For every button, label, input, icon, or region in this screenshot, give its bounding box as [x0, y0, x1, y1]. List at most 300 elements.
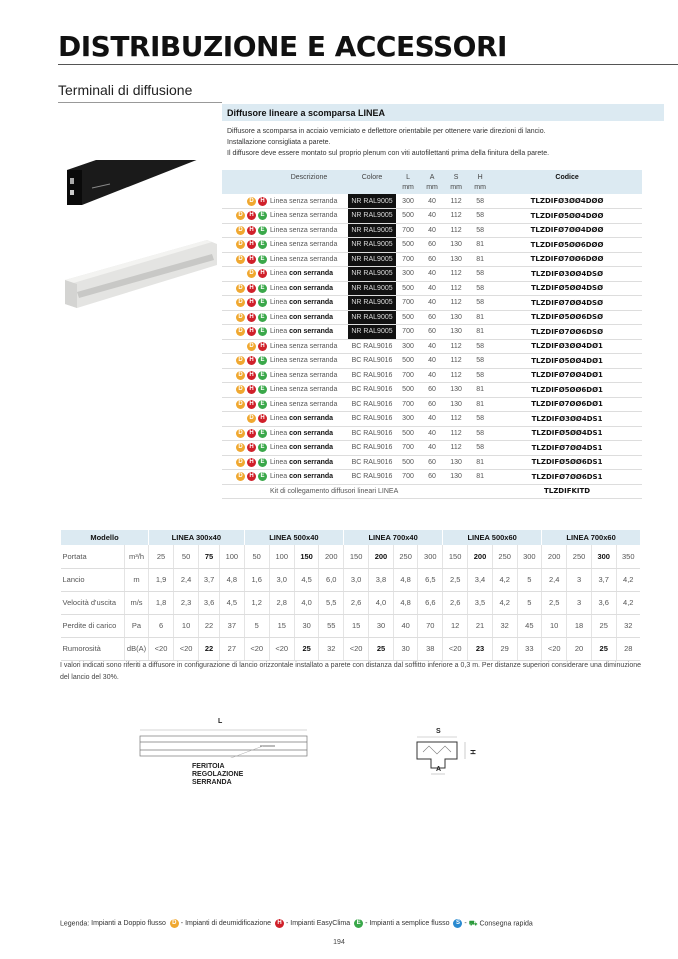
system-icons	[222, 238, 270, 253]
value-cell: 4,0	[294, 591, 319, 614]
H-cell: 58	[468, 368, 492, 383]
description-cell: Linea senza serranda	[270, 368, 348, 383]
S-cell: 130	[444, 470, 468, 485]
value-cell: 5	[244, 614, 269, 637]
system-icons	[222, 325, 270, 340]
value-cell: 32	[319, 637, 344, 660]
double-flow-icon: D	[236, 211, 245, 220]
code-cell: TLZDIFØ7ØØ4DØØ	[492, 223, 642, 238]
system-icons	[222, 310, 270, 325]
legend-item: Impianti di deumidificazione H -	[185, 920, 291, 928]
value-cell: 30	[369, 614, 394, 637]
model-header: LINEA 700x60	[542, 530, 640, 545]
L-cell: 500	[396, 281, 420, 296]
description-cell: Linea con serranda	[270, 441, 348, 456]
black-diffuser-image	[62, 160, 222, 240]
system-icons	[222, 281, 270, 296]
system-icons	[222, 194, 270, 209]
dehumidification-icon: H	[247, 284, 256, 293]
value-cell: 20	[567, 637, 592, 660]
double-flow-icon: D	[236, 284, 245, 293]
table-row	[222, 223, 642, 238]
A-cell: 60	[420, 397, 444, 412]
S-cell: 112	[444, 339, 468, 354]
double-flow-icon: D	[236, 472, 245, 481]
A-cell: 40	[420, 441, 444, 456]
value-cell: 55	[319, 614, 344, 637]
table-row	[222, 267, 642, 282]
white-diffuser-image	[62, 240, 222, 330]
value-cell: 12	[443, 614, 468, 637]
L-cell: 500	[396, 238, 420, 253]
code-cell: TLZDIFØ7ØØ6DØØ	[492, 252, 642, 267]
L-cell: 500	[396, 383, 420, 398]
title-divider	[58, 64, 678, 65]
S-cell: 130	[444, 455, 468, 470]
S-cell: 130	[444, 325, 468, 340]
color-cell: BC RAL9016	[348, 354, 396, 369]
dehumidification-icon: H	[247, 313, 256, 322]
value-cell: 22	[199, 614, 220, 637]
easyclima-icon: E	[258, 240, 267, 249]
color-cell: NR RAL9005	[348, 238, 396, 253]
value-cell: <20	[344, 637, 369, 660]
description-line: Il diffusore deve essere montato sul proprio plenum con viti autofilettanti prima della finitura della parete.	[227, 150, 550, 157]
description-cell: Linea senza serranda	[270, 223, 348, 238]
code-cell: TLZDIFØ5ØØ4DØØ	[492, 209, 642, 224]
double-flow-icon: D	[236, 226, 245, 235]
dehumidification-icon: H	[258, 197, 267, 206]
system-icons	[222, 455, 270, 470]
easyclima-icon: E	[258, 327, 267, 336]
double-flow-icon: D	[170, 919, 179, 928]
code-cell: TLZDIFØ7ØØ4DS1	[492, 441, 642, 456]
value-cell: 70	[418, 614, 443, 637]
S-cell: 112	[444, 223, 468, 238]
color-cell: BC RAL9016	[348, 426, 396, 441]
dehumidification-icon: H	[258, 269, 267, 278]
double-flow-icon: D	[247, 269, 256, 278]
S-cell: 130	[444, 238, 468, 253]
value-cell: 4,8	[393, 591, 418, 614]
easyclima-icon: E	[258, 385, 267, 394]
code-cell: TLZDIFØ3ØØ4DS1	[492, 412, 642, 427]
value-cell: 2,5	[542, 591, 567, 614]
A-cell: 60	[420, 252, 444, 267]
value-cell: 2,3	[174, 591, 199, 614]
easyclima-icon: E	[258, 298, 267, 307]
value-cell: 3,7	[591, 568, 616, 591]
A-cell: 60	[420, 310, 444, 325]
value-cell: 2,8	[269, 591, 294, 614]
double-flow-icon: D	[236, 443, 245, 452]
A-cell: 40	[420, 223, 444, 238]
code-cell: TLZDIFØ5ØØ6DØ1	[492, 383, 642, 398]
value-cell: 250	[492, 545, 517, 568]
value-cell: 50	[174, 545, 199, 568]
code-cell: TLZDIFØ5ØØ6DS1	[492, 455, 642, 470]
color-cell: NR RAL9005	[348, 281, 396, 296]
easyclima-icon: E	[354, 919, 363, 928]
description-cell: Linea con serranda	[270, 455, 348, 470]
value-cell: 3,0	[344, 568, 369, 591]
col-L: L mm	[396, 170, 420, 194]
value-cell: 3,7	[199, 568, 220, 591]
easyclima-icon: E	[258, 458, 267, 467]
value-cell: 4,5	[294, 568, 319, 591]
description-cell: Linea senza serranda	[270, 252, 348, 267]
H-cell: 81	[468, 397, 492, 412]
value-cell: 3,0	[269, 568, 294, 591]
description-cell: Linea con serranda	[270, 426, 348, 441]
H-cell: 58	[468, 223, 492, 238]
code-cell: TLZDIFØ3ØØ4DØ1	[492, 339, 642, 354]
L-cell: 500	[396, 455, 420, 470]
easyclima-icon: E	[258, 356, 267, 365]
A-cell: 40	[420, 412, 444, 427]
model-header: LINEA 500x40	[244, 530, 343, 545]
description-cell: Linea senza serranda	[270, 238, 348, 253]
value-cell: 18	[567, 614, 592, 637]
table-row	[222, 441, 642, 456]
system-icons	[222, 426, 270, 441]
truck-icon: ⛟	[468, 920, 478, 928]
col-desc: Descrizione	[270, 170, 348, 194]
code-cell: TLZDIFØ5ØØ4DSØ	[492, 281, 642, 296]
double-flow-icon: D	[247, 342, 256, 351]
row-unit: dB(A)	[125, 637, 149, 660]
H-cell: 81	[468, 238, 492, 253]
value-cell: 30	[294, 614, 319, 637]
S-cell: 112	[444, 412, 468, 427]
code-cell: TLZDIFØ7ØØ6DS1	[492, 470, 642, 485]
double-flow-icon: D	[236, 371, 245, 380]
double-flow-icon: D	[236, 400, 245, 409]
A-cell: 40	[420, 368, 444, 383]
kit-row	[222, 484, 642, 499]
value-cell: 5	[517, 591, 542, 614]
value-cell: 21	[468, 614, 493, 637]
table-row	[222, 252, 642, 267]
value-cell: 38	[418, 637, 443, 660]
table-row	[222, 368, 642, 383]
page-title: DISTRIBUZIONE E ACCESSORI	[58, 30, 507, 63]
table-row	[222, 412, 642, 427]
legend-item: Impianti EasyClima E -	[290, 920, 370, 928]
S-cell: 112	[444, 194, 468, 209]
double-flow-icon: D	[236, 458, 245, 467]
dehumidification-icon: H	[247, 472, 256, 481]
H-cell: 58	[468, 296, 492, 311]
L-cell: 700	[396, 296, 420, 311]
performance-table	[60, 530, 640, 661]
H-cell: 58	[468, 412, 492, 427]
A-cell: 40	[420, 194, 444, 209]
value-cell: <20	[174, 637, 199, 660]
A-cell: 60	[420, 470, 444, 485]
A-cell: 40	[420, 296, 444, 311]
col-color: Colore	[348, 170, 396, 194]
value-cell: 5,5	[319, 591, 344, 614]
section-drawing	[415, 730, 475, 780]
model-header: Modello	[61, 530, 149, 545]
value-cell: 23	[468, 637, 493, 660]
kit-label: Kit di collegamento diffusori lineari LINEA	[270, 484, 492, 499]
code-cell: TLZDIFØ5ØØ6DØØ	[492, 238, 642, 253]
L-cell: 500	[396, 426, 420, 441]
row-label: Rumorosità	[61, 637, 125, 660]
double-flow-icon: D	[247, 197, 256, 206]
value-cell: 22	[199, 637, 220, 660]
S-cell: 112	[444, 267, 468, 282]
value-cell: 6,5	[418, 568, 443, 591]
H-cell: 81	[468, 325, 492, 340]
L-cell: 500	[396, 310, 420, 325]
value-cell: 25	[591, 637, 616, 660]
value-cell: 2,5	[443, 568, 468, 591]
value-cell: 29	[492, 637, 517, 660]
color-cell: BC RAL9016	[348, 470, 396, 485]
row-unit: m³/h	[125, 545, 149, 568]
dehumidification-icon: H	[247, 240, 256, 249]
color-cell: BC RAL9016	[348, 412, 396, 427]
description-cell: Linea con serranda	[270, 296, 348, 311]
A-cell: 40	[420, 426, 444, 441]
table-row	[222, 397, 642, 412]
H-cell: 58	[468, 281, 492, 296]
value-cell: 4,8	[220, 568, 245, 591]
length-drawing	[135, 718, 315, 758]
description-line: Installazione consigliata a parete.	[227, 139, 331, 146]
dehumidification-icon: H	[247, 443, 256, 452]
color-cell: BC RAL9016	[348, 441, 396, 456]
performance-row	[61, 545, 641, 568]
value-cell: 50	[244, 545, 269, 568]
color-cell: BC RAL9016	[348, 339, 396, 354]
easyclima-icon: E	[258, 472, 267, 481]
legend-item: Impianti a Doppio flusso D -	[91, 920, 186, 928]
color-cell: NR RAL9005	[348, 296, 396, 311]
value-cell: 4,5	[220, 591, 245, 614]
double-flow-icon: D	[236, 313, 245, 322]
table-row	[222, 455, 642, 470]
H-cell: 81	[468, 310, 492, 325]
performance-row	[61, 614, 641, 637]
color-cell: BC RAL9016	[348, 368, 396, 383]
dehumidification-icon: H	[247, 211, 256, 220]
value-cell: 1,6	[244, 568, 269, 591]
easyclima-icon: E	[258, 443, 267, 452]
table-row	[222, 354, 642, 369]
description-cell: Linea senza serranda	[270, 209, 348, 224]
value-cell: 100	[220, 545, 245, 568]
value-cell: <20	[149, 637, 174, 660]
code-cell: TLZDIFØ7ØØ4DØ1	[492, 368, 642, 383]
value-cell: 15	[344, 614, 369, 637]
code-cell: TLZDIFØ7ØØ6DSØ	[492, 325, 642, 340]
value-cell: <20	[269, 637, 294, 660]
value-cell: 6,0	[319, 568, 344, 591]
H-cell: 58	[468, 441, 492, 456]
value-cell: 200	[468, 545, 493, 568]
dehumidification-icon: H	[247, 371, 256, 380]
model-header: LINEA 500x60	[443, 530, 542, 545]
description-cell: Linea senza serranda	[270, 397, 348, 412]
L-cell: 700	[396, 252, 420, 267]
description-cell: Linea senza serranda	[270, 194, 348, 209]
S-cell: 112	[444, 209, 468, 224]
table-row	[222, 194, 642, 209]
value-cell: 150	[294, 545, 319, 568]
L-cell: 500	[396, 354, 420, 369]
value-cell: 100	[269, 545, 294, 568]
system-icons	[222, 412, 270, 427]
color-cell: NR RAL9005	[348, 209, 396, 224]
system-icons	[222, 209, 270, 224]
col-S: S mm	[444, 170, 468, 194]
value-cell: 32	[616, 614, 640, 637]
value-cell: <20	[542, 637, 567, 660]
dim-S-label: S	[436, 728, 441, 735]
code-cell: TLZDIFØ5ØØ4DØ1	[492, 354, 642, 369]
description-cell: Linea con serranda	[270, 267, 348, 282]
L-cell: 300	[396, 339, 420, 354]
S-cell: 112	[444, 281, 468, 296]
table-row	[222, 238, 642, 253]
model-header: LINEA 300x40	[149, 530, 245, 545]
system-icons	[222, 296, 270, 311]
performance-note: I valori indicati sono riferiti a diffusore in configurazione di lancio orizzontale installato a parete con distanza dal soffitto inferiore a 0,3 m. Per distanze superiori considerare una diminuzione del lancio del 30%.	[60, 662, 642, 681]
H-cell: 81	[468, 455, 492, 470]
easyclima-icon: E	[258, 400, 267, 409]
dehumidification-icon: H	[247, 458, 256, 467]
easyclima-icon: E	[258, 371, 267, 380]
value-cell: 150	[443, 545, 468, 568]
value-cell: 300	[591, 545, 616, 568]
value-cell: 300	[517, 545, 542, 568]
dehumidification-icon: H	[258, 342, 267, 351]
value-cell: 4,2	[492, 568, 517, 591]
dim-L-label: L	[218, 718, 223, 725]
dim-A-label: A	[436, 766, 442, 773]
col-code: Codice	[492, 170, 642, 194]
dehumidification-icon: H	[258, 414, 267, 423]
A-cell: 40	[420, 354, 444, 369]
value-cell: 6,6	[418, 591, 443, 614]
value-cell: 30	[393, 637, 418, 660]
row-label: Lancio	[61, 568, 125, 591]
system-icons	[222, 252, 270, 267]
value-cell: <20	[244, 637, 269, 660]
code-cell: TLZDIFØ5ØØ4DS1	[492, 426, 642, 441]
callout-label: FERITOIA REGOLAZIONE SERRANDA	[192, 763, 244, 786]
system-icons	[222, 470, 270, 485]
value-cell: 4,2	[616, 568, 640, 591]
row-unit: m/s	[125, 591, 149, 614]
easyclima-icon: E	[258, 284, 267, 293]
H-cell: 58	[468, 339, 492, 354]
value-cell: 250	[393, 545, 418, 568]
description-cell: Linea con serranda	[270, 325, 348, 340]
value-cell: 250	[567, 545, 592, 568]
value-cell: 1,9	[149, 568, 174, 591]
value-cell: 37	[220, 614, 245, 637]
color-cell: NR RAL9005	[348, 325, 396, 340]
H-cell: 58	[468, 209, 492, 224]
row-unit: Pa	[125, 614, 149, 637]
color-cell: NR RAL9005	[348, 252, 396, 267]
L-cell: 700	[396, 441, 420, 456]
color-cell: BC RAL9016	[348, 383, 396, 398]
double-flow-icon: D	[236, 327, 245, 336]
color-cell: NR RAL9005	[348, 223, 396, 238]
value-cell: 3,6	[591, 591, 616, 614]
value-cell: 25	[149, 545, 174, 568]
dehumidification-icon: H	[275, 919, 284, 928]
value-cell: 2,4	[174, 568, 199, 591]
S-cell: 112	[444, 296, 468, 311]
row-unit: m	[125, 568, 149, 591]
double-flow-icon: D	[236, 356, 245, 365]
L-cell: 700	[396, 470, 420, 485]
dehumidification-icon: H	[247, 327, 256, 336]
legend: Legenda: Impianti a Doppio flusso D - Impianti di deumidificazione H - Impianti EasyClima E - Impianti a semplice flusso S - ⛟ Consegna rapida	[60, 920, 533, 928]
product-table	[222, 170, 642, 499]
col-H: H mm	[468, 170, 492, 194]
S-cell: 130	[444, 310, 468, 325]
value-cell: 3,4	[468, 568, 493, 591]
description-cell: Linea con serranda	[270, 412, 348, 427]
A-cell: 60	[420, 325, 444, 340]
L-cell: 300	[396, 267, 420, 282]
code-cell: TLZDIFØ7ØØ6DØ1	[492, 397, 642, 412]
code-cell: TLZDIFØ5ØØ6DSØ	[492, 310, 642, 325]
H-cell: 81	[468, 470, 492, 485]
A-cell: 40	[420, 209, 444, 224]
A-cell: 40	[420, 267, 444, 282]
section-divider	[58, 102, 222, 103]
value-cell: 1,8	[149, 591, 174, 614]
code-cell: TLZDIFØ3ØØ4DØØ	[492, 194, 642, 209]
S-cell: 112	[444, 441, 468, 456]
system-icons	[222, 383, 270, 398]
dehumidification-icon: H	[247, 356, 256, 365]
system-icons	[222, 267, 270, 282]
table-row	[222, 470, 642, 485]
value-cell: 75	[199, 545, 220, 568]
L-cell: 700	[396, 223, 420, 238]
value-cell: 28	[616, 637, 640, 660]
table-row	[222, 426, 642, 441]
L-cell: 700	[396, 368, 420, 383]
table-row	[222, 281, 642, 296]
value-cell: 2,4	[542, 568, 567, 591]
description-cell: Linea senza serranda	[270, 339, 348, 354]
model-header: LINEA 700x40	[344, 530, 443, 545]
single-flow-icon: S	[453, 919, 462, 928]
table-row	[222, 209, 642, 224]
double-flow-icon: D	[236, 298, 245, 307]
value-cell: 3	[567, 568, 592, 591]
S-cell: 130	[444, 252, 468, 267]
H-cell: 58	[468, 194, 492, 209]
table-row	[222, 339, 642, 354]
value-cell: 200	[369, 545, 394, 568]
double-flow-icon: D	[236, 255, 245, 264]
value-cell: 6	[149, 614, 174, 637]
A-cell: 40	[420, 339, 444, 354]
value-cell: 4,8	[393, 568, 418, 591]
